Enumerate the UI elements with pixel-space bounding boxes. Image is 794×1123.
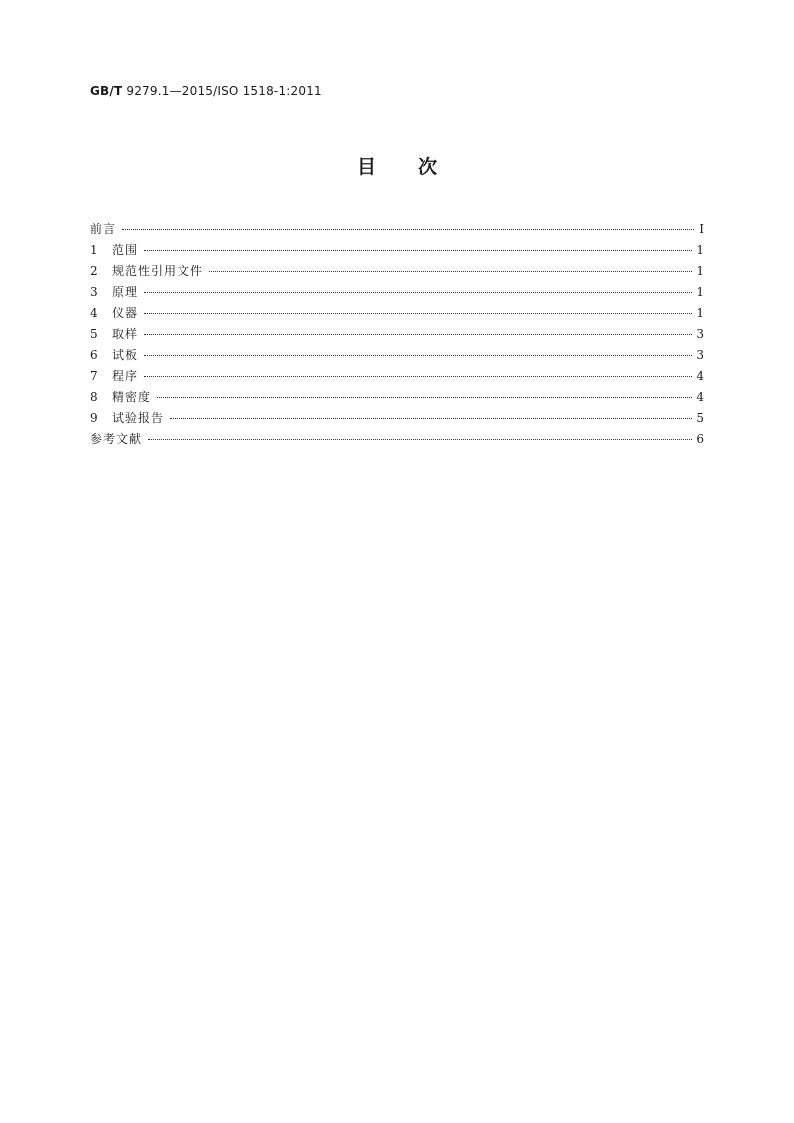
toc-entry-page: 1 <box>696 243 704 257</box>
toc-entry-foreword[interactable] <box>90 219 704 240</box>
toc-entry-page: 6 <box>696 432 704 446</box>
toc-entry-bibliography[interactable] <box>90 429 704 450</box>
toc-entry-page: 3 <box>696 348 704 362</box>
toc-entry-label: 试验报告 <box>112 411 165 425</box>
toc-entry-4[interactable] <box>90 303 704 324</box>
toc-entry-number: 2 <box>90 264 98 278</box>
toc-entry-7[interactable] <box>90 366 704 387</box>
toc-entry-number: 7 <box>90 369 98 383</box>
toc-entry-label: 范围 <box>112 243 139 257</box>
toc-entry-label: 程序 <box>112 369 139 383</box>
standard-code: GB/T <box>90 84 123 98</box>
dot-leader <box>144 250 692 251</box>
toc-entry-number: 4 <box>90 306 98 320</box>
toc-entry-page: 5 <box>696 411 704 425</box>
dot-leader <box>157 397 692 398</box>
dot-leader <box>144 355 692 356</box>
toc-entry-label: 精密度 <box>112 390 152 404</box>
toc-entry-page: 1 <box>696 285 704 299</box>
toc-entry-page: 4 <box>696 390 704 404</box>
page-title: 目次 <box>356 156 479 178</box>
toc-entry-number: 8 <box>90 390 98 404</box>
dot-leader <box>144 313 692 314</box>
toc-entry-label: 前言 <box>90 222 117 236</box>
toc-entry-number: 9 <box>90 411 98 425</box>
dot-leader <box>144 376 692 377</box>
toc-entry-3[interactable] <box>90 282 704 303</box>
toc-entry-page: 1 <box>696 306 704 320</box>
toc-entry-label: 取样 <box>112 327 139 341</box>
toc-entry-page: 4 <box>696 369 704 383</box>
dot-leader <box>209 271 692 272</box>
toc-entry-8[interactable] <box>90 387 704 408</box>
toc-entry-number: 3 <box>90 285 98 299</box>
toc-entry-number: 1 <box>90 243 98 257</box>
toc-entry-label: 原理 <box>112 285 139 299</box>
standard-number: 9279.1—2015/ISO 1518-1:2011 <box>126 84 322 98</box>
toc-entry-page: 1 <box>696 264 704 278</box>
table-of-contents <box>90 219 704 450</box>
toc-entry-1[interactable] <box>90 240 704 261</box>
dot-leader <box>170 418 692 419</box>
toc-entry-label: 参考文献 <box>90 432 143 446</box>
dot-leader <box>144 334 692 335</box>
toc-entry-number: 6 <box>90 348 98 362</box>
toc-entry-2[interactable] <box>90 261 704 282</box>
toc-entry-page: 3 <box>696 327 704 341</box>
toc-entry-5[interactable] <box>90 324 704 345</box>
dot-leader <box>144 292 692 293</box>
toc-entry-9[interactable] <box>90 408 704 429</box>
toc-entry-number: 5 <box>90 327 98 341</box>
toc-entry-label: 试板 <box>112 348 139 362</box>
toc-entry-label: 规范性引用文件 <box>112 264 204 278</box>
toc-entry-label: 仪器 <box>112 306 139 320</box>
dot-leader <box>148 439 692 440</box>
toc-entry-page: I <box>699 222 704 236</box>
toc-entry-6[interactable] <box>90 345 704 366</box>
standard-header <box>90 84 322 98</box>
dot-leader <box>122 229 694 230</box>
